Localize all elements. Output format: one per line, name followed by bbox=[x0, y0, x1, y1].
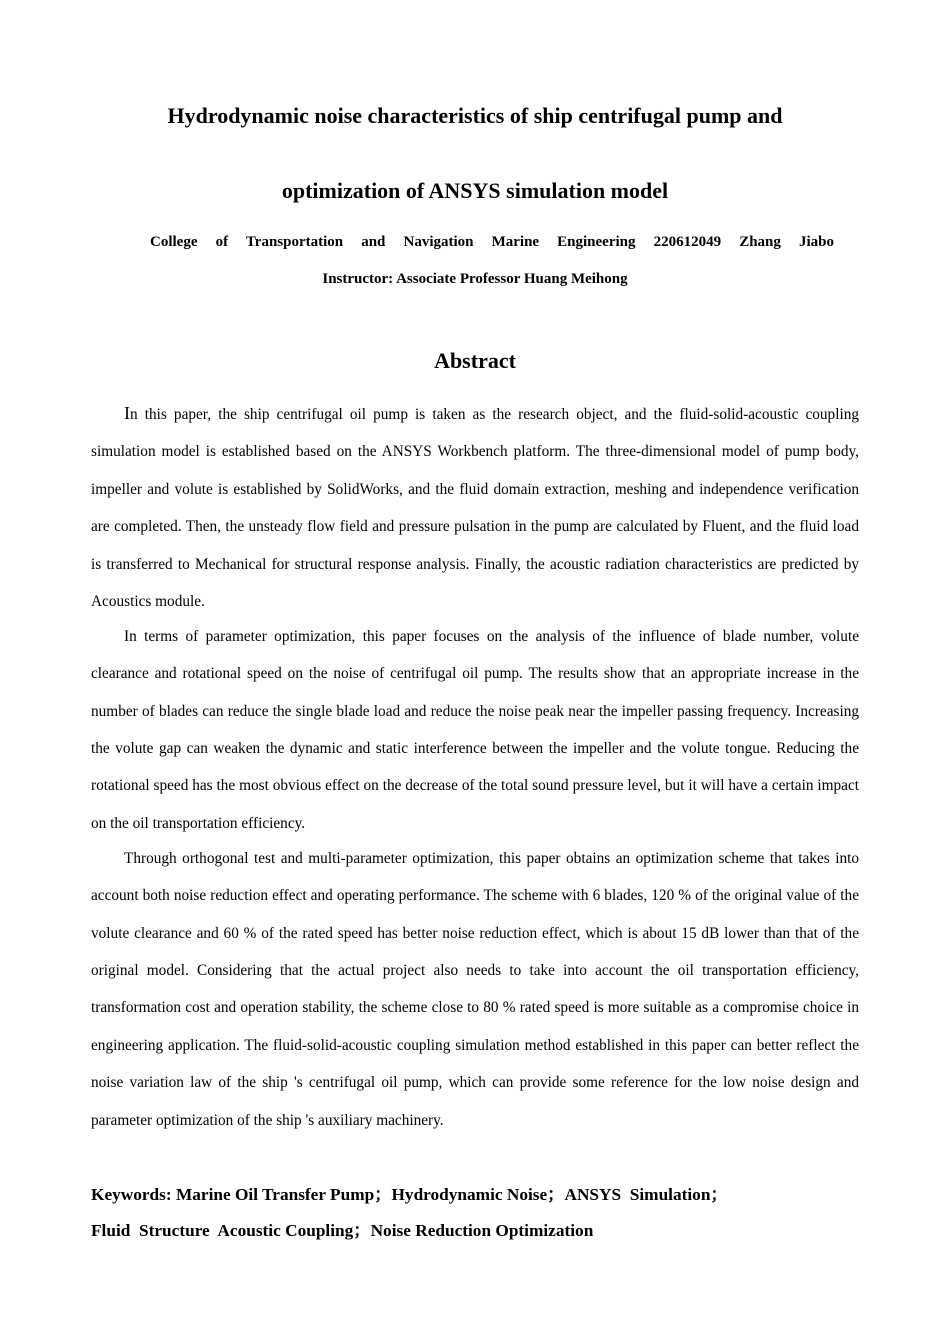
abstract-paragraph-2: In terms of parameter optimization, this paper focuses on the analysis of the influence of blade number, volute clearance and rotational speed on the noise of centrifugal oil pump. The results show that an appropriate increase in the number of blades can reduce the single blade load and reduce the noise peak near the impeller passing frequency. Increasing the volute gap can weaken the dynamic and static interference between the impeller and the volute tongue. Reducing the rotational speed has the most obvious effect on the decrease of the total sound pressure level, but it will have a certain impact on the oil transportation efficiency. bbox=[91, 627, 859, 832]
paper-title-line-1: Hydrodynamic noise characteristics of ship centrifugal pump and bbox=[167, 103, 783, 128]
keywords-line-1 bbox=[91, 1177, 859, 1213]
abstract-paragraph-3: Through orthogonal test and multi-parameter optimization, this paper obtains an optimization scheme that takes into account both noise reduction effect and operating performance. The scheme with 6 blades, 120 % of the original value of the volute clearance and 60 % of the rated speed has better noise reduction effect, which is about 15 dB lower than that of the original model. Considering that the actual project also needs to take into account the oil transportation efficiency, transformation cost and operation stability, the scheme close to 80 % rated speed is more suitable as a compromise choice in engineering application. The fluid-solid-acoustic coupling simulation method established in this paper can better reflect the noise variation law of the ship 's centrifugal oil pump, which can provide some reference for the low noise design and parameter optimization of the ship 's auxiliary machinery. bbox=[91, 849, 859, 1129]
keywords-block bbox=[91, 1177, 859, 1249]
abstract-paragraph-1 bbox=[91, 395, 859, 620]
keywords-line-1-text: Keywords: Marine Oil Transfer Pump；Hydrodynamic Noise；ANSYS Simulation； bbox=[91, 1185, 728, 1204]
paragraph-text: n this paper, the ship centrifugal oil pump is taken as the research object, and the fluid-solid-acoustic coupling simulation model is established based on the ANSYS Workbench platform. The three-dimensional model of pump body, impeller and volute is established by SolidWorks, and the fluid domain extraction, meshing and independence verification are completed. Then, the unsteady flow field and pressure pulsation in the pump are calculated by Fluent, and the fluid load is transferred to Mechanical for structural response analysis. Finally, the acoustic radiation characteristics are predicted by Acoustics module. bbox=[91, 406, 859, 611]
instructor-line: Instructor: Associate Professor Huang Meihong bbox=[322, 271, 628, 287]
author-affiliation: College of Transportation and Navigation Marine Engineering 220612049 Zhang Jiabo bbox=[150, 234, 834, 250]
keywords-line-2 bbox=[91, 1213, 859, 1249]
abstract-body bbox=[91, 395, 859, 1139]
keywords-line-2-text: Fluid Structure Acoustic Coupling；Noise Reduction Optimization bbox=[91, 1221, 594, 1240]
paper-title-line-2: optimization of ANSYS simulation model bbox=[281, 178, 669, 203]
paragraph-initial-letter: I bbox=[124, 403, 130, 423]
abstract-heading: Abstract bbox=[434, 348, 516, 373]
